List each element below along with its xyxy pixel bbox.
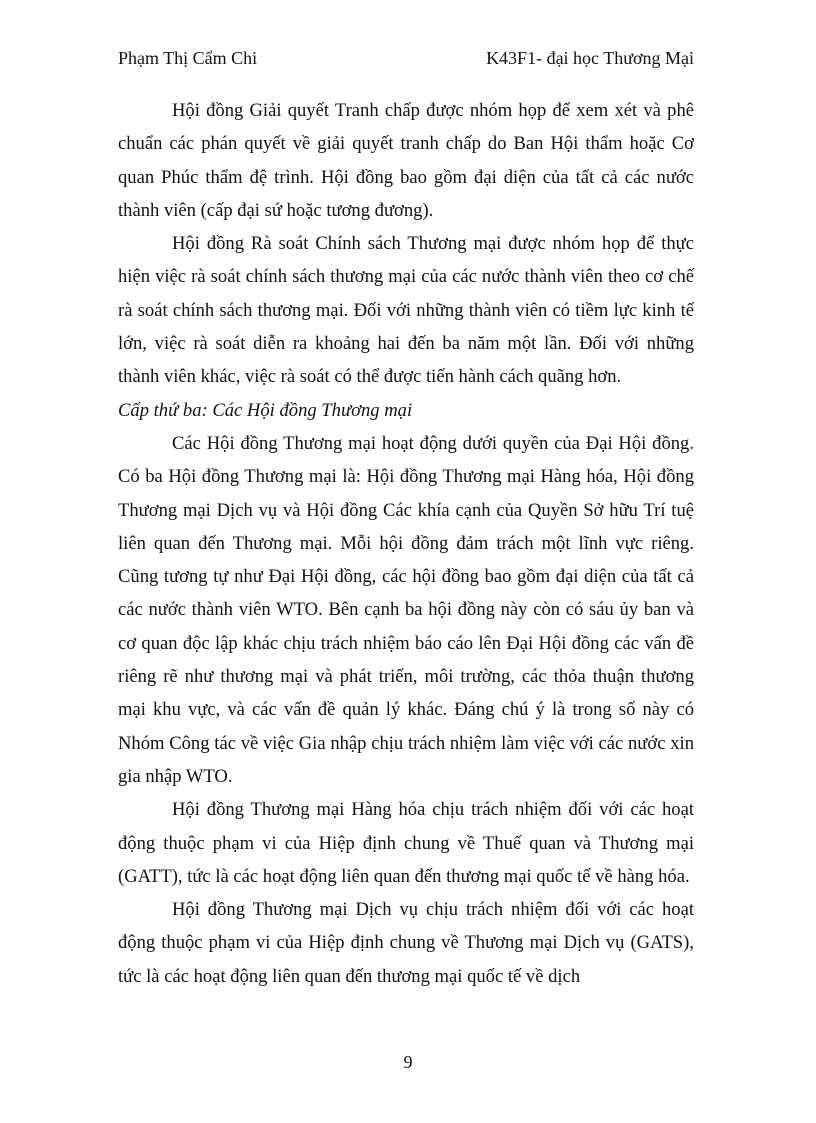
paragraph-services-council: Hội đồng Thương mại Dịch vụ chịu trách nhiệm đối với các hoạt động thuộc phạm vi của Hiệp định chung về Thương mại Dịch vụ (GATS), tức là các hoạt động liên quan đến thương mại quốc tế về dịch xyxy=(118,899,694,987)
page-body xyxy=(118,94,694,993)
paragraph-trade-councils: Các Hội đồng Thương mại hoạt động dưới quyền của Đại Hội đồng. Có ba Hội đồng Thương mại là: Hội đồng Thương mại Hàng hóa, Hội đồng Thương mại Dịch vụ và Hội đồng Các khía cạnh của Quyền Sở hữu Trí tuệ liên quan đến Thương mại. Mỗi hội đồng đảm trách một lĩnh vực riêng. Cũng tương tự như Đại Hội đồng, các hội đồng bao gồm đại diện của tất cả các nước thành viên WTO. Bên cạnh ba hội đồng này còn có sáu ủy ban và cơ quan độc lập khác chịu trách nhiệm báo cáo lên Đại Hội đồng các vấn đề riêng rẽ như thương mại và phát triển, môi trường, các thỏa thuận thương mại khu vực, và các vấn đề quản lý khác. Đáng chú ý là trong số này có Nhóm Công tác về việc Gia nhập chịu trách nhiệm làm việc với các nước xin gia nhập WTO. xyxy=(118,432,694,787)
paragraph-goods-council: Hội đồng Thương mại Hàng hóa chịu trách nhiệm đối với các hoạt động thuộc phạm vi của Hiệp định chung về Thuế quan và Thương mại (GATT), tức là các hoạt động liên quan đến thương mại quốc tế về hàng hóa. xyxy=(118,799,694,887)
header-class-info: K43F1- đại học Thương Mại xyxy=(486,48,694,68)
section-heading-third-level: Cấp thứ ba: Các Hội đồng Thương mại xyxy=(118,399,413,421)
paragraph-trade-policy-review-body: Hội đồng Rà soát Chính sách Thương mại được nhóm họp để thực hiện việc rà soát chính sách thương mại của các nước thành viên theo cơ chế rà soát chính sách thương mại. Đối với những thành viên có tiềm lực kinh tế lớn, việc rà soát diễn ra khoảng hai đến ba năm một lần. Đối với những thành viên khác, việc rà soát có thể được tiến hành cách quãng hơn. xyxy=(118,233,694,388)
page-header xyxy=(118,46,694,70)
paragraph-dispute-settlement-body: Hội đồng Giải quyết Tranh chấp được nhóm họp để xem xét và phê chuẩn các phán quyết về giải quyết tranh chấp do Ban Hội thẩm hoặc Cơ quan Phúc thẩm đệ trình. Hội đồng bao gồm đại diện của tất cả các nước thành viên (cấp đại sứ hoặc tương đương). xyxy=(118,100,694,221)
header-author: Phạm Thị Cẩm Chi xyxy=(118,48,258,68)
page-number: 9 xyxy=(403,1052,413,1072)
